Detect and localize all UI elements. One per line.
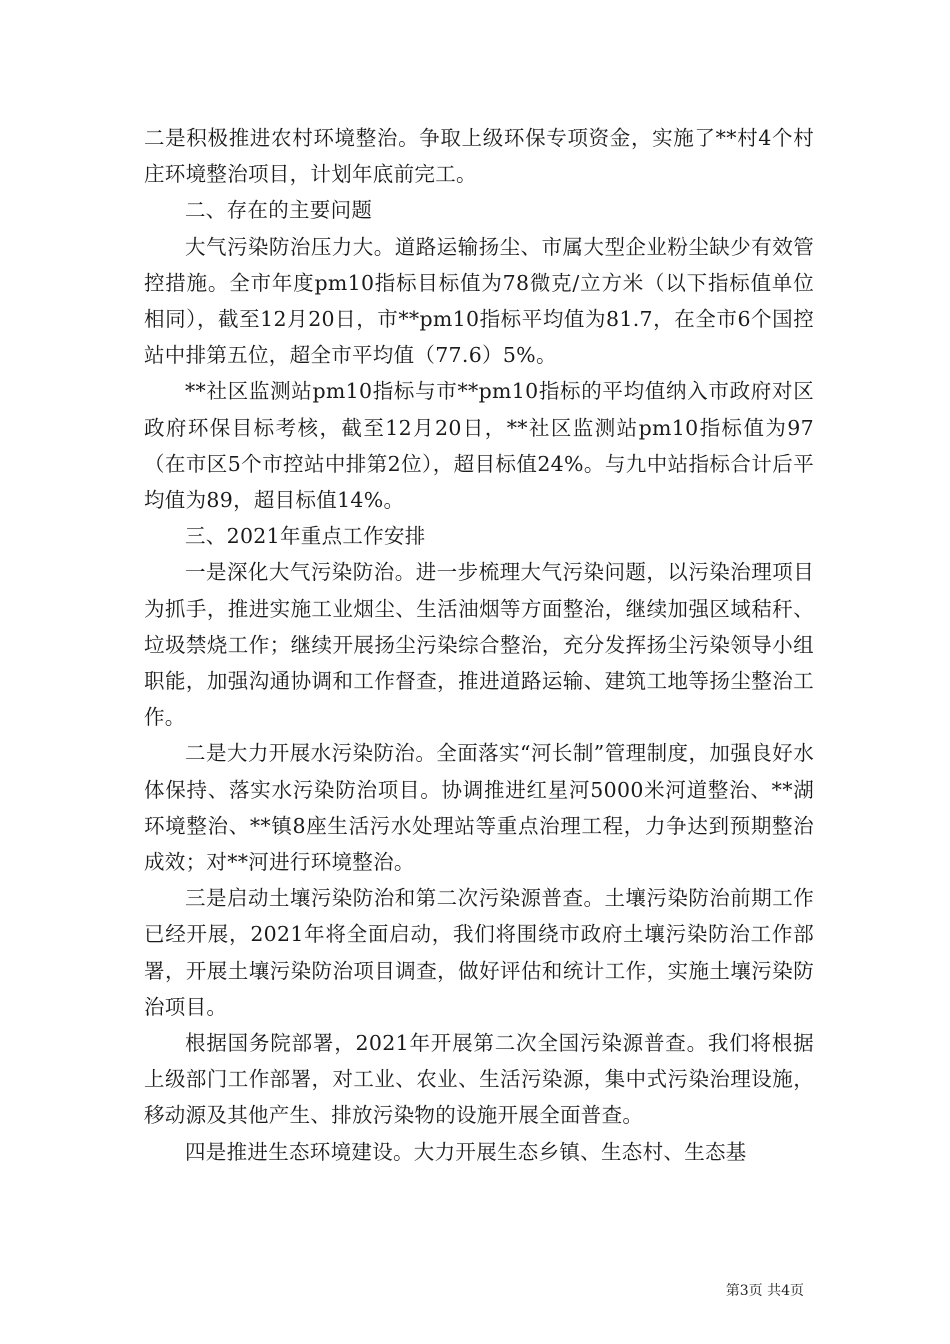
paragraph-community-monitoring: **社区监测站pm10指标与市**pm10指标的平均值纳入市政府对区政府环保目标考核，截至12月20日，**社区监测站pm10指标值为97（在市区5个市控站中排第2位），超目标值24%。与九中站指标合计后平均值为89，超目标值14%。	[144, 379, 814, 513]
paragraph-national-census: 根据国务院部署，2021年开展第二次全国污染源普查。我们将根据上级部门工作部署，对工业、农业、生活污染源，集中式污染治理设施，移动源及其他产生、排放污染物的设施开展全面普查。	[144, 1031, 814, 1128]
paragraph-water-pollution-control: 二是大力开展水污染防治。全面落实“河长制”管理制度，加强良好水体保持、落实水污染防治项目。协调推进红星河5000米河道整治、**湖环境整治、**镇8座生活污水处理站等重点治理工程，力争达到预期整治成效；对**河进行环境整治。	[144, 741, 814, 875]
heading-main-problems: 二、存在的主要问题	[185, 198, 373, 223]
paragraph-air-pollution-control: 一是深化大气污染防治。进一步梳理大气污染问题，以污染治理项目为抓手，推进实施工业烟尘、生活油烟等方面整治，继续加强区域秸秆、垃圾禁烧工作；继续开展扬尘污染综合整治，充分发挥扬尘污染领导小组职能，加强沟通协调和工作督查，推进道路运输、建筑工地等扬尘整治工作。	[144, 560, 814, 730]
paragraph-soil-pollution-census: 三是启动土壤污染防治和第二次污染源普查。土壤污染防治前期工作已经开展，2021年将全面启动，我们将围绕市政府土壤污染防治工作部署，开展土壤污染防治项目调查，做好评估和统计工作，实施土壤污染防治项目。	[144, 886, 814, 1019]
paragraph-ecological-construction: 四是推进生态环境建设。大力开展生态乡镇、生态村、生态基	[185, 1139, 747, 1164]
paragraph-rural-environment: 二是积极推进农村环境整治。争取上级环保专项资金，实施了**村4个村庄环境整治项目，计划年底前完工。	[144, 126, 814, 187]
document-body	[144, 120, 814, 1170]
heading-2021-plan: 三、2021年重点工作安排	[185, 524, 426, 549]
page-number-footer: 第3页 共4页	[725, 1283, 804, 1299]
paragraph-air-pollution-pressure: 大气污染防治压力大。道路运输扬尘、市属大型企业粉尘缺少有效管控措施。全市年度pm10指标目标值为78微克/立方米（以下指标值单位相同），截至12月20日，市**pm10指标平均值为81.7，在全市6个国控站中排第五位，超全市平均值（77.6）5%。	[144, 234, 814, 368]
